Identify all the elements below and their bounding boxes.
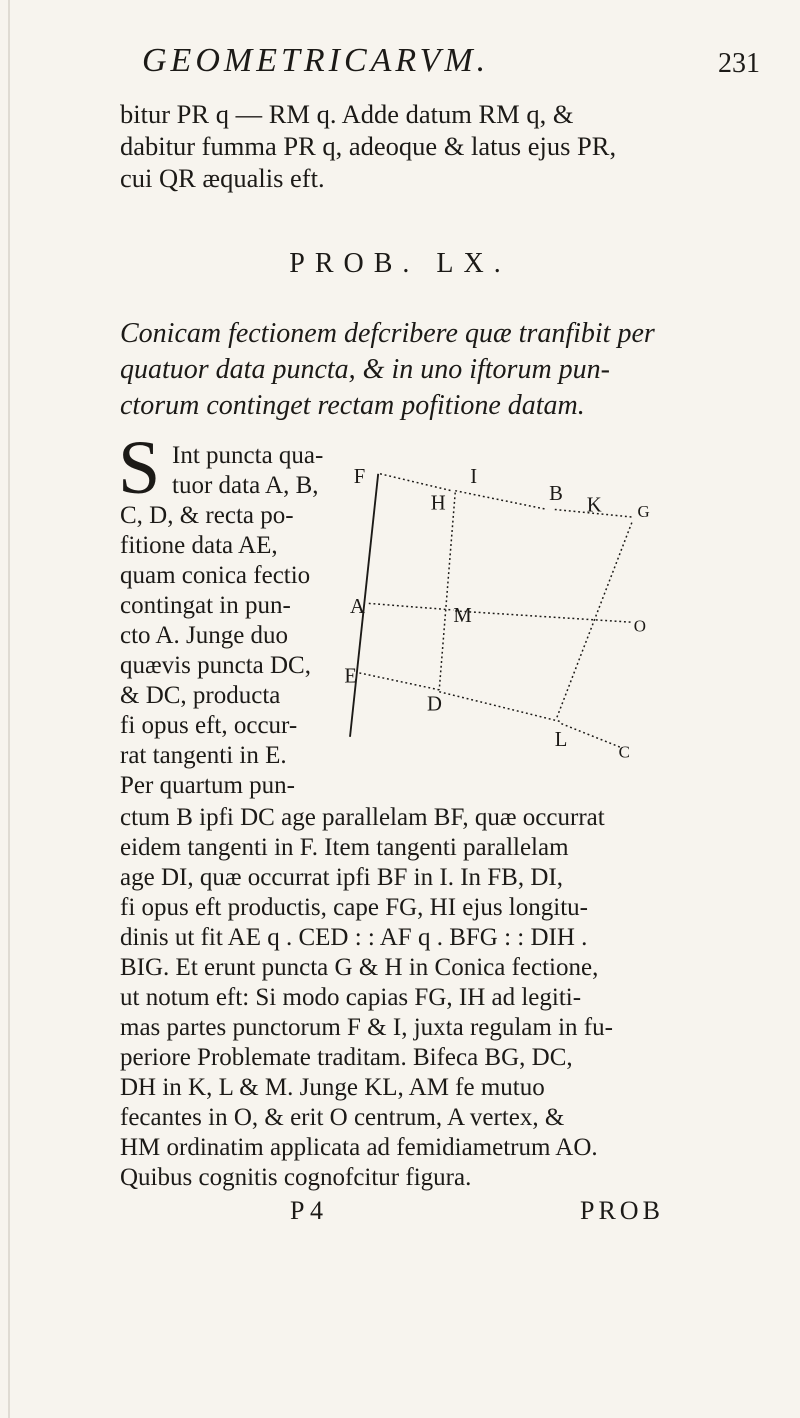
text-line: contingat in pun- [120,592,291,619]
label-L: L [554,729,568,752]
text-line: fitione data AE, [120,532,278,559]
text-line: age DI, quæ occurrat ipfi BF in I. In FB, DI, [120,864,563,891]
text-line: fi opus eft, occur- [120,712,298,739]
label-I: I [470,466,478,489]
label-K: K [586,494,602,517]
line-DL [439,692,561,722]
line-HB [455,491,547,510]
line-AM [369,603,454,610]
label-M: M [453,605,472,628]
drop-cap: S [118,426,161,510]
signature-mark: P 4 [290,1196,323,1225]
geometric-figure [340,455,670,765]
text-line: C, D, & recta po- [120,502,294,529]
label-D: D [427,693,442,716]
text-line: tuor data A, B, [172,472,319,499]
text-line: BIG. Et erunt puncta G & H in Conica fectione, [120,954,599,981]
line-ED [359,673,439,690]
running-title: GEOMETRICARVM. [142,42,490,79]
text-line: dabitur fumma PR q, adeoque & latus ejus PR, [120,131,617,161]
text-line: fi opus eft productis, cape FG, HI ejus longitu- [120,894,588,921]
page-header [120,42,760,94]
text-line: Int puncta qua- [172,442,324,469]
text-line: Quibus cognitis cognofcitur figura. [120,1164,472,1191]
text-line: Per quartum pun- [120,772,295,799]
text-line: cto A. Junge duo [120,622,289,649]
page-edge [8,0,10,1418]
problem-statement-line: quatuor data puncta, & in uno iftorum pun- [120,354,610,385]
text-line: fecantes in O, & erit O centrum, A vertex, & [120,1104,565,1131]
problem-statement-line: Conicam fectionem defcribere quæ tranfibit per [120,318,655,349]
catchword: PROB [580,1196,664,1225]
label-F: F [353,466,366,489]
line-KL [557,523,632,718]
line-HD [439,493,455,690]
page-number: 231 [718,48,760,79]
text-line: periore Problemate traditam. Bifeca BG, DC, [120,1044,573,1071]
label-C: C [618,742,630,762]
text-line: ut notum eft: Si modo capias FG, IH ad legiti- [120,984,582,1011]
text-line: DH in K, L & M. Junge KL, AM fe mutuo [120,1074,545,1101]
text-line: ctum B ipfi DC age parallelam BF, quæ occurrat [120,804,605,831]
label-O: O [633,616,646,636]
line-LC [561,724,622,748]
line-FI [380,474,451,491]
label-H: H [430,492,446,515]
problem-heading: PROB. LX. [289,248,511,279]
text-line: quævis puncta DC, [120,652,311,679]
text-line: quam conica fectio [120,562,311,589]
label-A: A [350,595,365,618]
text-line: cui QR æqualis eft. [120,163,325,193]
label-E: E [344,665,357,688]
problem-statement-line: ctorum continget rectam pofitione datam. [120,390,585,421]
line-MO [455,611,632,622]
text-line: eidem tangenti in F. Item tangenti parallelam [120,834,569,861]
text-line: rat tangenti in E. [120,742,287,769]
text-line: mas partes punctorum F & I, juxta regulam in fu- [120,1014,613,1041]
text-line: dinis ut fit AE q . CED : : AF q . BFG : : DIH . [120,924,588,951]
text-line: bitur PR q — RM q. Adde datum RM q, & [120,99,574,129]
label-G: G [637,502,650,521]
text-line: & DC, producta [120,682,281,709]
label-B: B [549,483,563,506]
text-line: HM ordinatim applicata ad femidiametrum AO. [120,1134,598,1161]
